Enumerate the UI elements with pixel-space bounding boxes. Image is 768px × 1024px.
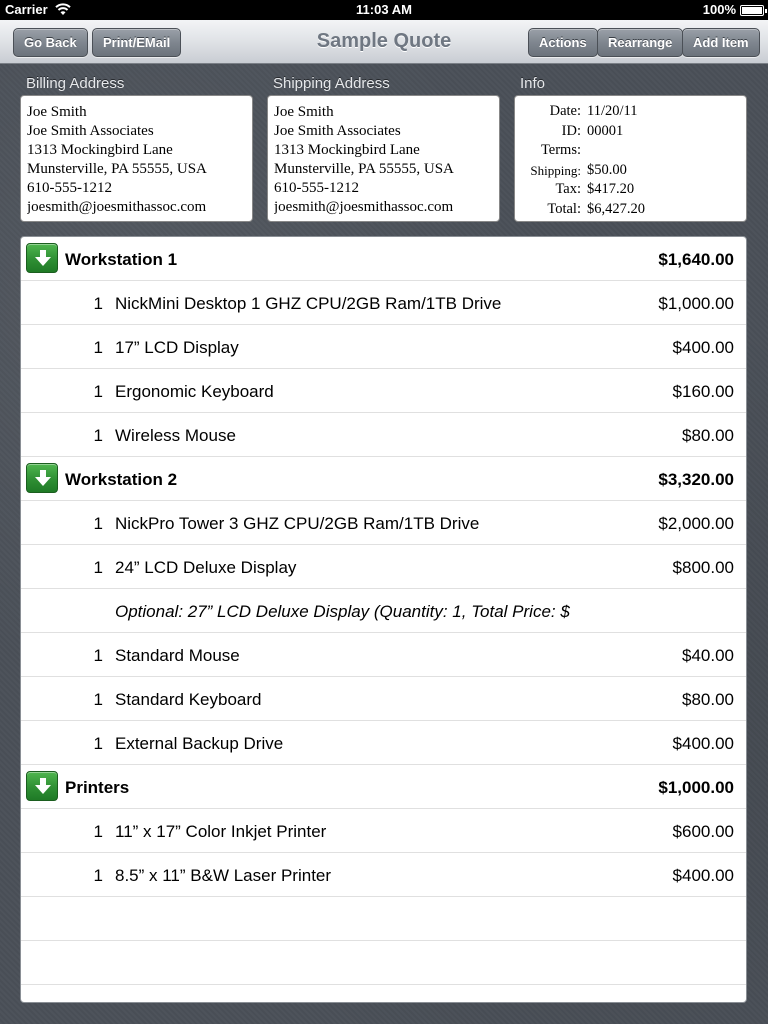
item-qty: 1 <box>93 734 103 753</box>
battery-icon <box>740 5 764 16</box>
go-back-button[interactable]: Go Back <box>13 28 88 57</box>
billing-street: 1313 Mockingbird Lane <box>27 142 173 158</box>
print-email-button[interactable]: Print/EMail <box>92 28 181 57</box>
group-row[interactable] <box>21 765 746 809</box>
shipping-street: 1313 Mockingbird Lane <box>274 142 420 158</box>
item-row[interactable] <box>21 853 746 897</box>
optional-item-row[interactable] <box>21 589 746 633</box>
shipping-phone: 610-555-1212 <box>274 180 359 196</box>
collapse-arrow-button[interactable] <box>26 463 58 493</box>
item-row[interactable] <box>21 281 746 325</box>
item-price: $80.00 <box>682 690 734 709</box>
status-bar <box>0 0 768 20</box>
item-price: $800.00 <box>672 558 734 577</box>
item-price: $400.00 <box>672 866 734 885</box>
item-qty: 1 <box>93 382 103 401</box>
item-price: $400.00 <box>672 338 734 357</box>
info-tax-key: Tax: <box>555 181 581 197</box>
item-name: NickPro Tower 3 GHZ CPU/2GB Ram/1TB Drive <box>115 514 480 533</box>
item-row[interactable] <box>21 369 746 413</box>
info-shipping-key: Shipping: <box>530 162 581 178</box>
navigation-bar <box>0 20 768 64</box>
quote-items-table <box>20 236 747 1003</box>
down-arrow-icon <box>33 248 53 268</box>
down-arrow-icon <box>33 468 53 488</box>
item-qty: 1 <box>93 558 103 577</box>
rearrange-button[interactable]: Rearrange <box>597 28 683 57</box>
collapse-arrow-button[interactable] <box>26 243 58 273</box>
item-qty: 1 <box>93 338 103 357</box>
shipping-city: Munsterville, PA 55555, USA <box>274 161 454 177</box>
info-total-row <box>521 200 740 220</box>
add-item-button[interactable]: Add Item <box>682 28 760 57</box>
collapse-arrow-button[interactable] <box>26 771 58 801</box>
shipping-name: Joe Smith <box>274 104 334 120</box>
shipping-company: Joe Smith Associates <box>274 123 401 139</box>
item-qty: 1 <box>93 866 103 885</box>
info-tax-row <box>521 180 740 200</box>
info-total-value: $6,427.20 <box>587 200 645 217</box>
item-row[interactable] <box>21 809 746 853</box>
billing-address-box[interactable] <box>20 95 253 222</box>
item-price: $160.00 <box>672 382 734 401</box>
info-date-value: 11/20/11 <box>587 103 638 119</box>
item-qty: 1 <box>93 514 103 533</box>
info-terms-key: Terms: <box>540 142 581 158</box>
item-name: Standard Keyboard <box>115 690 262 709</box>
item-price: $1,000.00 <box>658 294 734 313</box>
group-price: $3,320.00 <box>658 470 734 489</box>
empty-row <box>21 941 746 985</box>
item-price: $600.00 <box>672 822 734 841</box>
info-label: Info <box>520 75 546 92</box>
info-shipping-row <box>521 161 740 181</box>
item-row[interactable] <box>21 413 746 457</box>
item-name: 11” x 17” Color Inkjet Printer <box>115 822 327 841</box>
empty-row <box>21 897 746 941</box>
item-qty: 1 <box>93 646 103 665</box>
info-terms-row <box>521 141 740 161</box>
group-name: Printers <box>65 778 130 797</box>
group-name: Workstation 2 <box>65 470 178 489</box>
info-id-row <box>521 122 740 142</box>
info-id-key: ID: <box>561 122 581 139</box>
item-name: 17” LCD Display <box>115 338 239 357</box>
item-qty: 1 <box>93 426 103 445</box>
item-price: $80.00 <box>682 426 734 445</box>
billing-company: Joe Smith Associates <box>27 123 154 139</box>
item-name: Standard Mouse <box>115 646 240 665</box>
down-arrow-icon <box>33 776 53 796</box>
billing-city: Munsterville, PA 55555, USA <box>27 161 207 177</box>
billing-name: Joe Smith <box>27 104 87 120</box>
item-name: 8.5” x 11” B&W Laser Printer <box>115 866 332 885</box>
item-price: $40.00 <box>682 646 734 665</box>
item-name: Wireless Mouse <box>115 426 236 445</box>
group-price: $1,000.00 <box>658 778 734 797</box>
item-row[interactable] <box>21 501 746 545</box>
group-price: $1,640.00 <box>658 250 734 269</box>
item-row[interactable] <box>21 677 746 721</box>
info-box[interactable] <box>514 95 747 222</box>
item-price: $2,000.00 <box>658 514 734 533</box>
item-row[interactable] <box>21 721 746 765</box>
shipping-email: joesmith@joesmithassoc.com <box>274 199 454 215</box>
item-row[interactable] <box>21 325 746 369</box>
item-qty: 1 <box>93 690 103 709</box>
item-row[interactable] <box>21 633 746 677</box>
info-tax-value: $417.20 <box>587 181 635 197</box>
info-total-key: Total: <box>547 200 581 217</box>
info-date-row <box>521 102 740 122</box>
shipping-address-label: Shipping Address <box>273 75 390 92</box>
shipping-address-box[interactable] <box>267 95 500 222</box>
info-date-key: Date: <box>549 103 581 119</box>
optional-item-name: Optional: 27” LCD Deluxe Display (Quantity: 1, Total Price: $ <box>115 602 570 621</box>
actions-button[interactable]: Actions <box>528 28 598 57</box>
clock: 11:03 AM <box>356 2 412 17</box>
group-name: Workstation 1 <box>65 250 178 269</box>
item-name: External Backup Drive <box>115 734 284 753</box>
page-title: Sample Quote <box>316 30 452 52</box>
info-shipping-value: $50.00 <box>587 161 627 178</box>
item-row[interactable] <box>21 545 746 589</box>
item-name: Ergonomic Keyboard <box>115 382 274 401</box>
carrier-label: Carrier <box>5 2 48 17</box>
item-name: 24” LCD Deluxe Display <box>115 558 297 577</box>
info-terms-value <box>587 141 740 161</box>
battery-percent: 100% <box>702 2 736 17</box>
item-qty: 1 <box>93 822 103 841</box>
group-row[interactable] <box>21 237 746 281</box>
billing-email: joesmith@joesmithassoc.com <box>27 199 207 215</box>
billing-phone: 610-555-1212 <box>27 180 112 196</box>
info-id-value: 00001 <box>587 122 624 139</box>
billing-address-label: Billing Address <box>26 75 125 92</box>
group-row[interactable] <box>21 457 746 501</box>
item-qty: 1 <box>93 294 103 313</box>
item-name: NickMini Desktop 1 GHZ CPU/2GB Ram/1TB Drive <box>115 294 502 313</box>
item-price: $400.00 <box>672 734 734 753</box>
